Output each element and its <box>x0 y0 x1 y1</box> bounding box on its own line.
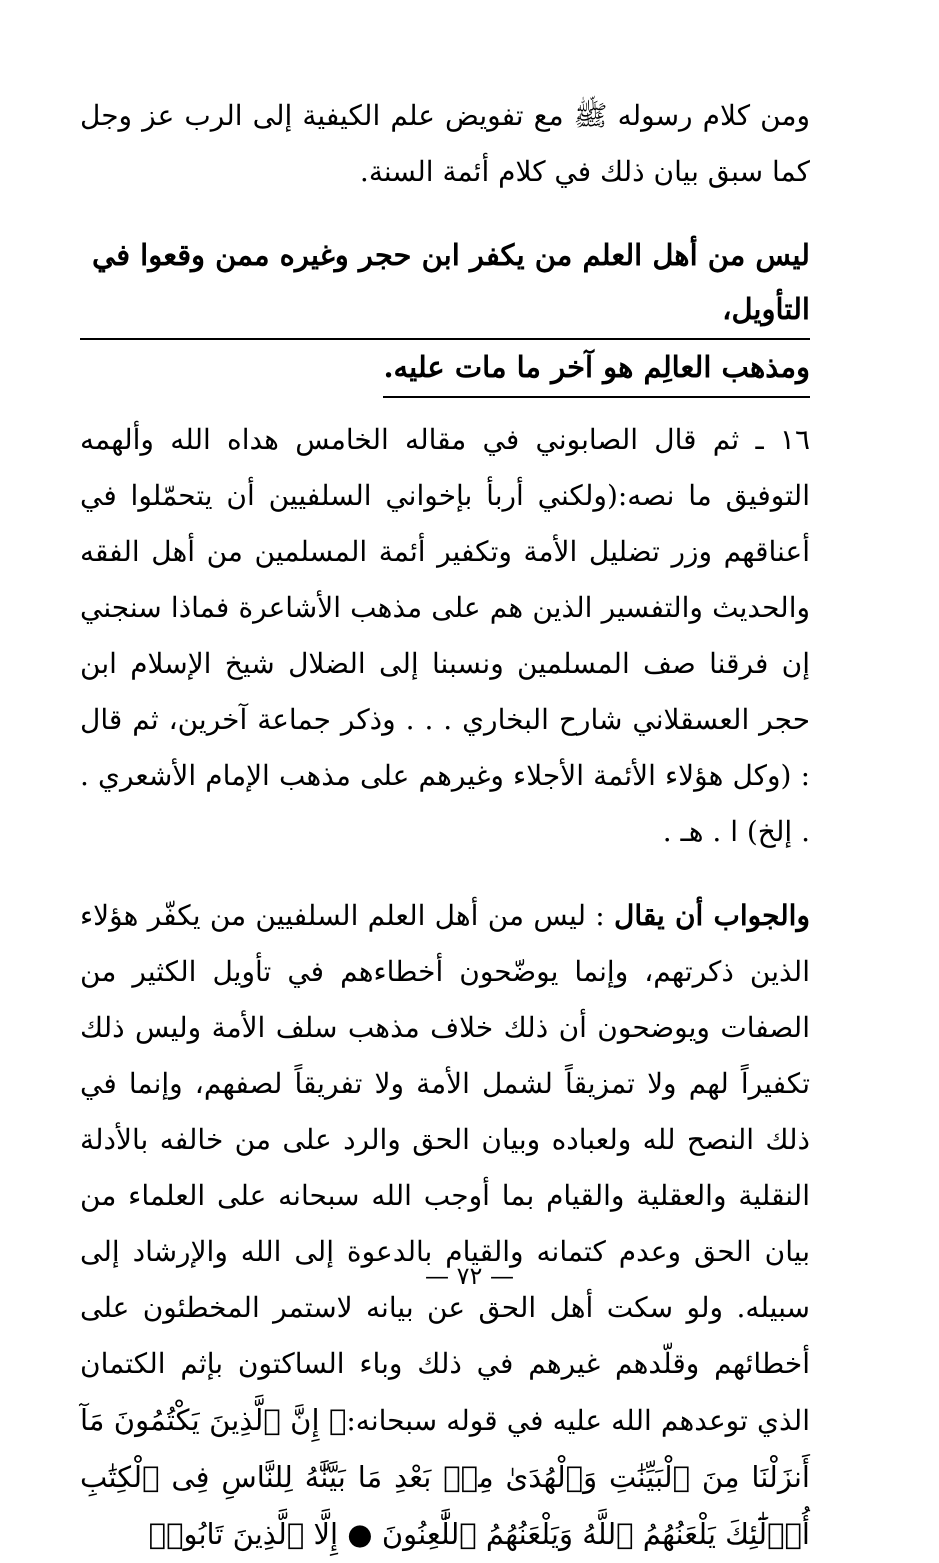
intro-paragraph: ومن كلام رسوله ﷺ مع تفويض علم الكيفية إلى الرب عز وجل كما سبق بيان ذلك في كلام أئمة السنة. <box>80 99 810 188</box>
section-heading <box>80 228 810 398</box>
heading-line-2: ومذهب العالِم هو آخر ما مات عليه. <box>383 340 810 398</box>
heading-line-1: ليس من أهل العلم من يكفر ابن حجر وغيره ممن وقعوا في التأويل، <box>80 228 810 340</box>
quran-verse: ﴿ إِنَّ ٱلَّذِينَ يَكْتُمُونَ مَآ أَنزَلْنَا مِنَ ٱلْبَيِّنَٰتِ وَٱلْهُدَىٰ مِنۢ بَعْدِ مَا بَيَّنَّٰهُ لِلنَّاسِ فِى ٱلْكِتَٰبِ أُو۟لَٰٓئِكَ يَلْعَنُهُمُ ٱللَّهُ وَيَلْعَنُهُمُ ٱللَّٰعِنُونَ ● إِلَّا ٱلَّذِينَ تَابُوا۟ <box>80 1403 810 1551</box>
paragraph-16: ١٦ ـ ثم قال الصابوني في مقاله الخامس هداه الله وألهمه التوفيق ما نصه:(ولكني أربأ بإخواني السلفيين أن يتحمّلوا في أعناقهم وزر تضليل الأمة وتكفير أئمة المسلمين من أهل الفقه والحديث والتفسير الذين هم على مذهب الأشاعرة فماذا سنجني إن فرقنا صف المسلمين ونسبنا إلى الضلال شيخ الإسلام ابن حجر العسقلاني شارح البخاري . . . وذكر جماعة آخرين، ثم قال : (وكل هؤلاء الأئمة الأجلاء وغيرهم على مذهب الإمام الأشعري . . إلخ) ا . هـ . <box>80 423 810 848</box>
answer-paragraph <box>80 888 810 1563</box>
answer-lead: والجواب أن يقال <box>614 899 810 932</box>
page-number: — ٧٢ — <box>424 1262 515 1290</box>
answer-text: : ليس من أهل العلم السلفيين من يكفّر هؤلاء الذين ذكرتهم، وإنما يوضّحون أخطاءهم في تأويل الكثير من الصفات ويوضحون أن ذلك خلاف مذهب سلف الأمة وليس ذلك تكفيراً لهم ولا تمزيقاً لشمل الأمة ولا تفريقاً لصفهم، وإنما في ذلك النصح لله ولعباده وبيان الحق والرد على من خالفه بالأدلة النقلية والعقلية والقيام بما أوجب الله سبحانه على العلماء من بيان الحق وعدم كتمانه والقيام بالدعوة إلى الله والإرشاد إلى سبيله. ولو سكت أهل الحق عن بيانه لاستمر المخطئون على أخطائهم وقلّدهم غيرهم في ذلك وباء الساكتون بإثم الكتمان الذي توعدهم الله عليه في قوله سبحانه: <box>80 899 811 1437</box>
page-body <box>80 88 810 1563</box>
